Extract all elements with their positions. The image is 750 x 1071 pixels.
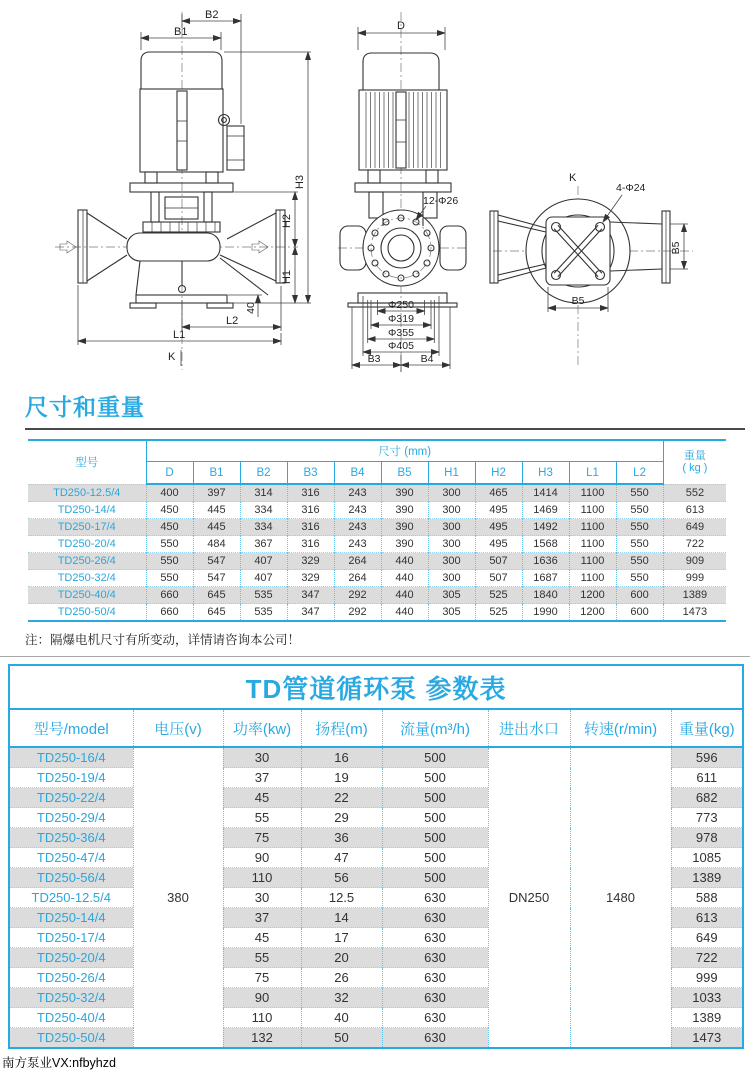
cell-b4: 243 (334, 502, 381, 519)
cell-head: 17 (301, 928, 382, 948)
cell-b5: 440 (381, 604, 428, 622)
col-header-speed: 转速(r/min) (570, 709, 671, 747)
cell-l2: 550 (616, 484, 663, 502)
cell-model: TD250-19/4 (9, 768, 133, 788)
cell-weight: 1085 (671, 848, 743, 868)
cell-model: TD250-14/4 (9, 908, 133, 928)
cell-head: 19 (301, 768, 382, 788)
cell-flow: 500 (382, 747, 488, 768)
cell-b1: 547 (193, 570, 240, 587)
cell-flow: 630 (382, 968, 488, 988)
cell-head: 26 (301, 968, 382, 988)
cell-b3: 329 (287, 570, 334, 587)
cell-power: 55 (223, 948, 301, 968)
bolt-holes-label: 12-Φ26 (423, 195, 459, 207)
cell-model: TD250-47/4 (9, 848, 133, 868)
cell-head: 29 (301, 808, 382, 828)
cell-b1: 547 (193, 553, 240, 570)
dim-label-l2: L2 (226, 315, 239, 327)
cell-flow: 630 (382, 1028, 488, 1049)
cell-speed: 1480 (570, 747, 671, 1048)
cell-model: TD250-56/4 (9, 868, 133, 888)
cell-h3: 1568 (522, 536, 569, 553)
col-header-dimensions: 尺寸 (mm) (146, 440, 663, 462)
cell-power: 30 (223, 888, 301, 908)
cell-power: 110 (223, 868, 301, 888)
cell-l1: 1100 (569, 484, 616, 502)
cell-d: 550 (146, 570, 193, 587)
cell-b2: 535 (240, 587, 287, 604)
cell-weight: 978 (671, 828, 743, 848)
cell-l1: 1100 (569, 519, 616, 536)
cell-h1: 300 (428, 519, 475, 536)
cell-b4: 243 (334, 519, 381, 536)
cell-b5: 390 (381, 502, 428, 519)
cell-b4: 264 (334, 553, 381, 570)
cell-weight: 1389 (671, 868, 743, 888)
cell-b5: 390 (381, 536, 428, 553)
bolt-holes-label-top: 4-Φ24 (616, 182, 646, 194)
cell-weight: 588 (671, 888, 743, 908)
cell-model: TD250-17/4 (28, 519, 146, 536)
dim-label-h3: H3 (294, 174, 306, 190)
cell-d: 450 (146, 519, 193, 536)
cell-b1: 445 (193, 519, 240, 536)
cell-h3: 1492 (522, 519, 569, 536)
cell-weight: 999 (663, 570, 726, 587)
cell-head: 12.5 (301, 888, 382, 908)
cell-b1: 645 (193, 604, 240, 622)
cell-power: 75 (223, 828, 301, 848)
col-header-weight: 重量 ( kg ) (663, 440, 726, 484)
dim-label-d: D (397, 20, 405, 32)
cell-weight: 552 (663, 484, 726, 502)
cell-flow: 500 (382, 808, 488, 828)
cell-b3: 316 (287, 484, 334, 502)
col-header-h3: H3 (522, 462, 569, 485)
table-row (28, 604, 726, 622)
cell-b3: 316 (287, 502, 334, 519)
cell-weight: 649 (663, 519, 726, 536)
cell-power: 30 (223, 747, 301, 768)
cell-weight: 722 (663, 536, 726, 553)
cell-head: 32 (301, 988, 382, 1008)
cell-l1: 1200 (569, 604, 616, 622)
cell-h1: 300 (428, 553, 475, 570)
cell-h3: 1840 (522, 587, 569, 604)
cell-power: 37 (223, 908, 301, 928)
table-note: 注：隔爆电机尺寸有所变动，详情请咨询本公司！ (25, 633, 301, 647)
cell-b3: 347 (287, 604, 334, 622)
cell-b3: 347 (287, 587, 334, 604)
cell-b1: 445 (193, 502, 240, 519)
cell-head: 16 (301, 747, 382, 768)
cell-d: 400 (146, 484, 193, 502)
cell-flow: 500 (382, 788, 488, 808)
cell-model: TD250-26/4 (28, 553, 146, 570)
dim-label-b5-bottom: B5 (571, 295, 585, 307)
cell-b3: 329 (287, 553, 334, 570)
cell-power: 45 (223, 928, 301, 948)
pump-front-view-drawing (30, 0, 320, 380)
col-header-h1: H1 (428, 462, 475, 485)
cell-b5: 440 (381, 570, 428, 587)
cell-l1: 1100 (569, 553, 616, 570)
cell-h2: 495 (475, 502, 522, 519)
cell-flow: 500 (382, 828, 488, 848)
cell-l2: 550 (616, 519, 663, 536)
cell-b4: 264 (334, 570, 381, 587)
cell-d: 550 (146, 553, 193, 570)
dim-label-phi405: Φ405 (388, 340, 414, 352)
col-header-flow: 流量(m³/h) (382, 709, 488, 747)
cell-l2: 550 (616, 536, 663, 553)
cell-l2: 600 (616, 604, 663, 622)
cell-b2: 334 (240, 502, 287, 519)
cell-b1: 645 (193, 587, 240, 604)
cell-model: TD250-20/4 (9, 948, 133, 968)
parameters-table (8, 664, 744, 1049)
cell-h2: 465 (475, 484, 522, 502)
parameters-table-title: TD管道循环泵 参数表 (9, 665, 743, 709)
cell-h2: 525 (475, 604, 522, 622)
cell-b5: 440 (381, 587, 428, 604)
cell-b2: 407 (240, 570, 287, 587)
cell-weight: 1473 (663, 604, 726, 622)
technical-drawings (0, 0, 750, 383)
dim-label-k: K (168, 351, 176, 363)
cell-l1: 1100 (569, 536, 616, 553)
cell-voltage: 380 (133, 747, 223, 1048)
watermark: 南方泵业VX:nfbyhzd (2, 1056, 116, 1070)
col-header-b4: B4 (334, 462, 381, 485)
cell-head: 50 (301, 1028, 382, 1049)
col-header-b3: B3 (287, 462, 334, 485)
cell-weight: 1389 (663, 587, 726, 604)
col-header-l1: L1 (569, 462, 616, 485)
cell-model: TD250-32/4 (9, 988, 133, 1008)
dim-label-40: 40 (245, 302, 257, 314)
dim-label-b1: B1 (174, 26, 188, 38)
cell-flow: 630 (382, 988, 488, 1008)
cell-power: 37 (223, 768, 301, 788)
cell-l2: 550 (616, 553, 663, 570)
cell-model: TD250-50/4 (9, 1028, 133, 1049)
col-header-voltage: 电压(v) (133, 709, 223, 747)
cell-flow: 500 (382, 868, 488, 888)
col-header-head: 扬程(m) (301, 709, 382, 747)
table-row (28, 484, 726, 502)
col-header-d: D (146, 462, 193, 485)
dim-label-b3: B3 (367, 353, 381, 365)
cell-b2: 367 (240, 536, 287, 553)
dim-label-k-top: K (569, 172, 577, 184)
cell-h1: 305 (428, 604, 475, 622)
table-row (9, 747, 743, 768)
col-header-power: 功率(kw) (223, 709, 301, 747)
cell-l1: 1200 (569, 587, 616, 604)
cell-head: 22 (301, 788, 382, 808)
cell-h1: 300 (428, 484, 475, 502)
cell-weight: 1473 (671, 1028, 743, 1049)
cell-h1: 300 (428, 570, 475, 587)
cell-b4: 292 (334, 604, 381, 622)
cell-weight: 596 (671, 747, 743, 768)
cell-model: TD250-14/4 (28, 502, 146, 519)
table-row (28, 502, 726, 519)
dim-label-l1: L1 (173, 329, 186, 341)
col-header-weight: 重量(kg) (671, 709, 743, 747)
table-row (28, 587, 726, 604)
col-header-model: 型号/model (9, 709, 133, 747)
cell-weight: 611 (671, 768, 743, 788)
cell-model: TD250-50/4 (28, 604, 146, 622)
cell-d: 660 (146, 604, 193, 622)
table-row (28, 553, 726, 570)
cell-b4: 243 (334, 536, 381, 553)
col-header-b1: B1 (193, 462, 240, 485)
cell-head: 36 (301, 828, 382, 848)
cell-model: TD250-20/4 (28, 536, 146, 553)
cell-weight: 909 (663, 553, 726, 570)
cell-b3: 316 (287, 519, 334, 536)
cell-head: 20 (301, 948, 382, 968)
cell-inlet-outlet: DN250 (488, 747, 570, 1048)
cell-l2: 550 (616, 502, 663, 519)
dim-label-phi250: Φ250 (388, 299, 414, 311)
cell-model: TD250-36/4 (9, 828, 133, 848)
col-header-b5: B5 (381, 462, 428, 485)
cell-model: TD250-12.5/4 (28, 484, 146, 502)
cell-b2: 314 (240, 484, 287, 502)
cell-h1: 300 (428, 536, 475, 553)
cell-power: 55 (223, 808, 301, 828)
col-header-h2: H2 (475, 462, 522, 485)
cell-flow: 630 (382, 1008, 488, 1028)
cell-d: 450 (146, 502, 193, 519)
cell-power: 45 (223, 788, 301, 808)
cell-weight: 649 (671, 928, 743, 948)
cell-model: TD250-17/4 (9, 928, 133, 948)
col-header-b2: B2 (240, 462, 287, 485)
cell-b3: 316 (287, 536, 334, 553)
cell-h3: 1990 (522, 604, 569, 622)
cell-h2: 525 (475, 587, 522, 604)
cell-h2: 507 (475, 553, 522, 570)
cell-b1: 484 (193, 536, 240, 553)
cell-h1: 300 (428, 502, 475, 519)
cell-h1: 305 (428, 587, 475, 604)
cell-flow: 630 (382, 888, 488, 908)
dim-label-phi319: Φ319 (388, 313, 414, 325)
cell-flow: 500 (382, 768, 488, 788)
cell-b2: 535 (240, 604, 287, 622)
cell-head: 47 (301, 848, 382, 868)
cell-l1: 1100 (569, 570, 616, 587)
cell-power: 90 (223, 848, 301, 868)
cell-model: TD250-32/4 (28, 570, 146, 587)
cell-l2: 600 (616, 587, 663, 604)
cell-flow: 630 (382, 928, 488, 948)
dim-label-phi355: Φ355 (388, 327, 414, 339)
table-row (28, 519, 726, 536)
cell-weight: 999 (671, 968, 743, 988)
table-row (28, 570, 726, 587)
cell-d: 660 (146, 587, 193, 604)
cell-weight: 1033 (671, 988, 743, 1008)
cell-h2: 495 (475, 519, 522, 536)
dim-label-h1: H1 (281, 269, 293, 285)
cell-model: TD250-26/4 (9, 968, 133, 988)
cell-flow: 630 (382, 948, 488, 968)
cell-model: TD250-29/4 (9, 808, 133, 828)
cell-weight: 613 (671, 908, 743, 928)
cell-weight: 613 (663, 502, 726, 519)
cell-power: 110 (223, 1008, 301, 1028)
cell-b4: 292 (334, 587, 381, 604)
cell-d: 550 (146, 536, 193, 553)
cell-h3: 1414 (522, 484, 569, 502)
cell-h3: 1687 (522, 570, 569, 587)
cell-power: 90 (223, 988, 301, 1008)
table-row (28, 536, 726, 553)
pump-top-view-drawing (488, 160, 738, 375)
cell-weight: 773 (671, 808, 743, 828)
cell-b5: 390 (381, 484, 428, 502)
cell-weight: 722 (671, 948, 743, 968)
cell-model: TD250-12.5/4 (9, 888, 133, 908)
cell-b2: 334 (240, 519, 287, 536)
cell-b2: 407 (240, 553, 287, 570)
cell-model: TD250-22/4 (9, 788, 133, 808)
cell-h3: 1636 (522, 553, 569, 570)
cell-head: 14 (301, 908, 382, 928)
cell-model: TD250-40/4 (9, 1008, 133, 1028)
cell-model: TD250-40/4 (28, 587, 146, 604)
cell-power: 75 (223, 968, 301, 988)
cell-power: 132 (223, 1028, 301, 1049)
col-header-model: 型号 (75, 457, 99, 470)
cell-b5: 390 (381, 519, 428, 536)
dim-label-b5-right: B5 (670, 241, 682, 255)
cell-b4: 243 (334, 484, 381, 502)
cell-h3: 1469 (522, 502, 569, 519)
cell-head: 40 (301, 1008, 382, 1028)
cell-h2: 495 (475, 536, 522, 553)
cell-flow: 500 (382, 848, 488, 868)
cell-l2: 550 (616, 570, 663, 587)
section-title-dimensions: 尺寸和重量 (25, 389, 745, 430)
col-header-inlet-outlet: 进出水口 (488, 709, 570, 747)
cell-model: TD250-16/4 (9, 747, 133, 768)
cell-b5: 440 (381, 553, 428, 570)
cell-head: 56 (301, 868, 382, 888)
section-divider (0, 656, 750, 657)
cell-weight: 1389 (671, 1008, 743, 1028)
cell-b1: 397 (193, 484, 240, 502)
dim-label-h2: H2 (281, 213, 293, 229)
dim-label-b2: B2 (205, 9, 219, 21)
cell-flow: 630 (382, 908, 488, 928)
cell-weight: 682 (671, 788, 743, 808)
dimensions-weight-table (28, 439, 726, 622)
cell-l1: 1100 (569, 502, 616, 519)
dim-label-b4: B4 (420, 353, 434, 365)
col-header-l2: L2 (616, 462, 663, 485)
cell-h2: 507 (475, 570, 522, 587)
